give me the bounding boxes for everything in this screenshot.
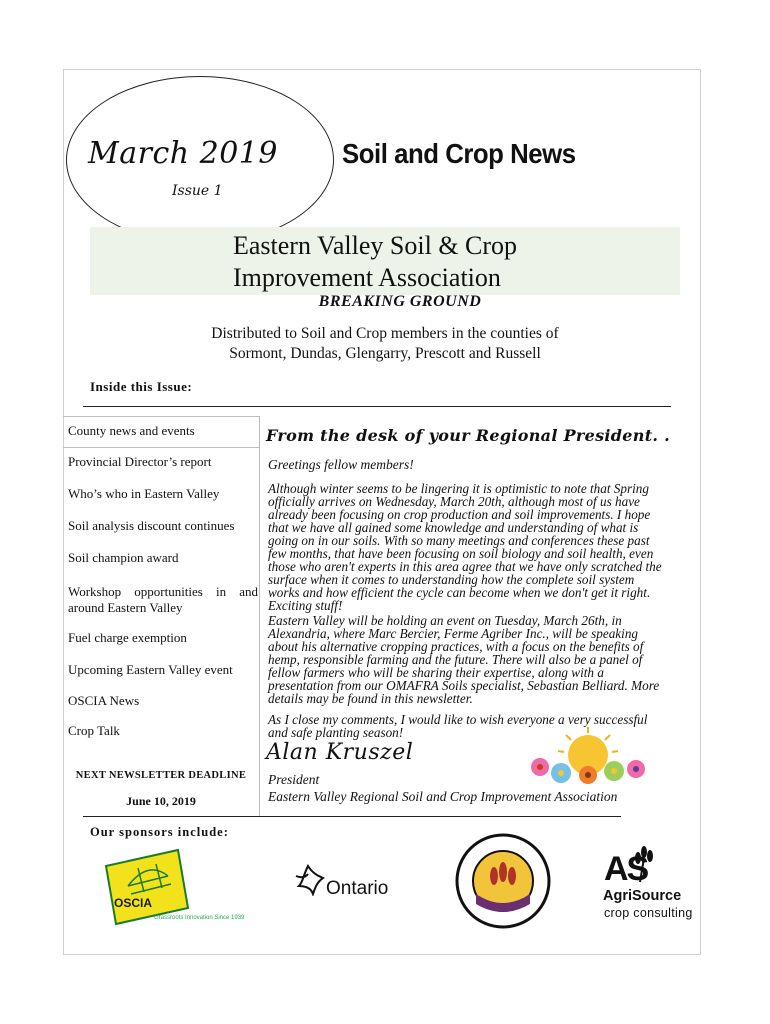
letter-line: works and how efficient the cycle can become when we don't get it right.	[268, 585, 651, 600]
agrisource-name: AgriSource	[603, 888, 682, 904]
toc-item[interactable]: OSCIA News	[68, 693, 140, 708]
issue-number: Issue 1	[172, 183, 223, 199]
letter-line: hemp, responsible farming and the future. There will also be a panel of	[268, 652, 643, 667]
letter-line: As I close my comments, I would like to wish everyone a very successful	[268, 712, 648, 727]
letter-line: already been focusing on crop production and soil improvements. I hope	[268, 507, 651, 522]
inside-divider	[83, 406, 671, 407]
toc-item[interactable]: Fuel charge exemption	[68, 630, 187, 645]
letter-paragraph-1	[268, 482, 693, 612]
toc-item[interactable]: Provincial Director’s report	[68, 454, 212, 469]
agrisource-mark: AS	[604, 850, 648, 888]
letter-line: going on in our soils. With so many meetings and conferences these past	[268, 533, 650, 548]
letter-line: Alexandria, where Marc Bercier, Ferme Agriber Inc., will be speaking	[268, 626, 639, 641]
ontario-wordmark: Ontario	[326, 878, 389, 899]
association-name-line2: Improvement Association	[233, 263, 501, 292]
letter-line: officially arrives on Wednesday, March 20th, although most of us have	[268, 494, 640, 509]
letter-line: Although winter seems to be lingering it is optimistic to note that Spring	[268, 481, 649, 496]
deadline-date: June 10, 2019	[126, 794, 196, 808]
letter-line: those who aren't experts in this area agree that we have only scratched the	[268, 559, 662, 574]
inside-issue-list	[63, 416, 260, 817]
president-signature: Alan Kruszel	[266, 740, 414, 765]
ovsg-logo	[454, 832, 552, 930]
president-organization: Eastern Valley Regional Soil and Crop Improvement Association	[268, 789, 618, 804]
deadline-label: NEXT NEWSLETTER DEADLINE	[75, 770, 247, 781]
oscia-tagline: Grassroots Innovation Since 1939	[154, 915, 245, 921]
ovsg-emblem	[454, 832, 552, 930]
toc-item[interactable]: Workshop opportunities in and around Eastern Valley	[68, 584, 258, 615]
letter-line: Exciting stuff!	[268, 598, 343, 613]
distribution-line2: Sormont, Dundas, Glengarry, Prescott and Russell	[229, 345, 541, 362]
letter-line: Eastern Valley will be holding an event on Tuesday, March 26th, in	[268, 613, 622, 628]
letter-line: presentation from our OMAFRA Soils specialist, Sebastian Belliard. More	[268, 678, 660, 693]
letter-line: surface when it comes to understanding how the complete soil system	[268, 572, 635, 587]
inside-issue-label: Inside this Issue:	[90, 379, 193, 394]
letter-greeting: Greetings fellow members!	[268, 457, 414, 472]
letter-paragraph-2	[268, 614, 693, 705]
oscia-name: OSCIA	[114, 896, 153, 910]
issue-date: March 2019	[88, 136, 278, 171]
president-role: President	[268, 772, 320, 787]
toc-item[interactable]: County news and events	[68, 423, 195, 438]
toc-item[interactable]: Soil champion award	[68, 550, 179, 565]
toc-item[interactable]: Who’s who in Eastern Valley	[68, 486, 220, 501]
association-name-line1: Eastern Valley Soil & Crop	[233, 231, 518, 260]
toc-item[interactable]: Upcoming Eastern Valley event	[68, 662, 233, 677]
distribution-note	[160, 324, 610, 364]
toc-item[interactable]: Soil analysis discount continues	[68, 518, 235, 533]
sponsors-label: Our sponsors include:	[90, 825, 229, 839]
tagline: BREAKING GROUND	[318, 293, 482, 310]
newsletter-masthead: Soil and Crop News	[342, 138, 576, 169]
sponsor-divider	[83, 816, 621, 817]
oscia-logo	[98, 846, 193, 926]
toc-divider	[63, 447, 259, 448]
sun-flowers-illustration	[526, 725, 651, 785]
toc-item[interactable]: Crop Talk	[68, 723, 120, 738]
distribution-line1: Distributed to Soil and Crop members in the counties of	[211, 325, 559, 342]
letter-line: and safe planting season!	[268, 725, 404, 740]
agrisource-subtitle: crop consulting	[604, 906, 693, 920]
letter-line: fellow farmers who will be sharing their expertise, along with a	[268, 665, 604, 680]
president-letter-heading: From the desk of your Regional President. .	[266, 426, 671, 445]
letter-line: few months, that have been focusing on soil biology and soil health, even	[268, 546, 654, 561]
letter-line: that we have all gained some knowledge and understanding of what is	[268, 520, 639, 535]
letter-line: about his alternative cropping practices, with a focus on the benefits of	[268, 639, 644, 654]
association-name	[233, 230, 673, 294]
letter-line: details may be found in this newsletter.	[268, 691, 473, 706]
ontario-trillium-icon	[291, 864, 325, 896]
